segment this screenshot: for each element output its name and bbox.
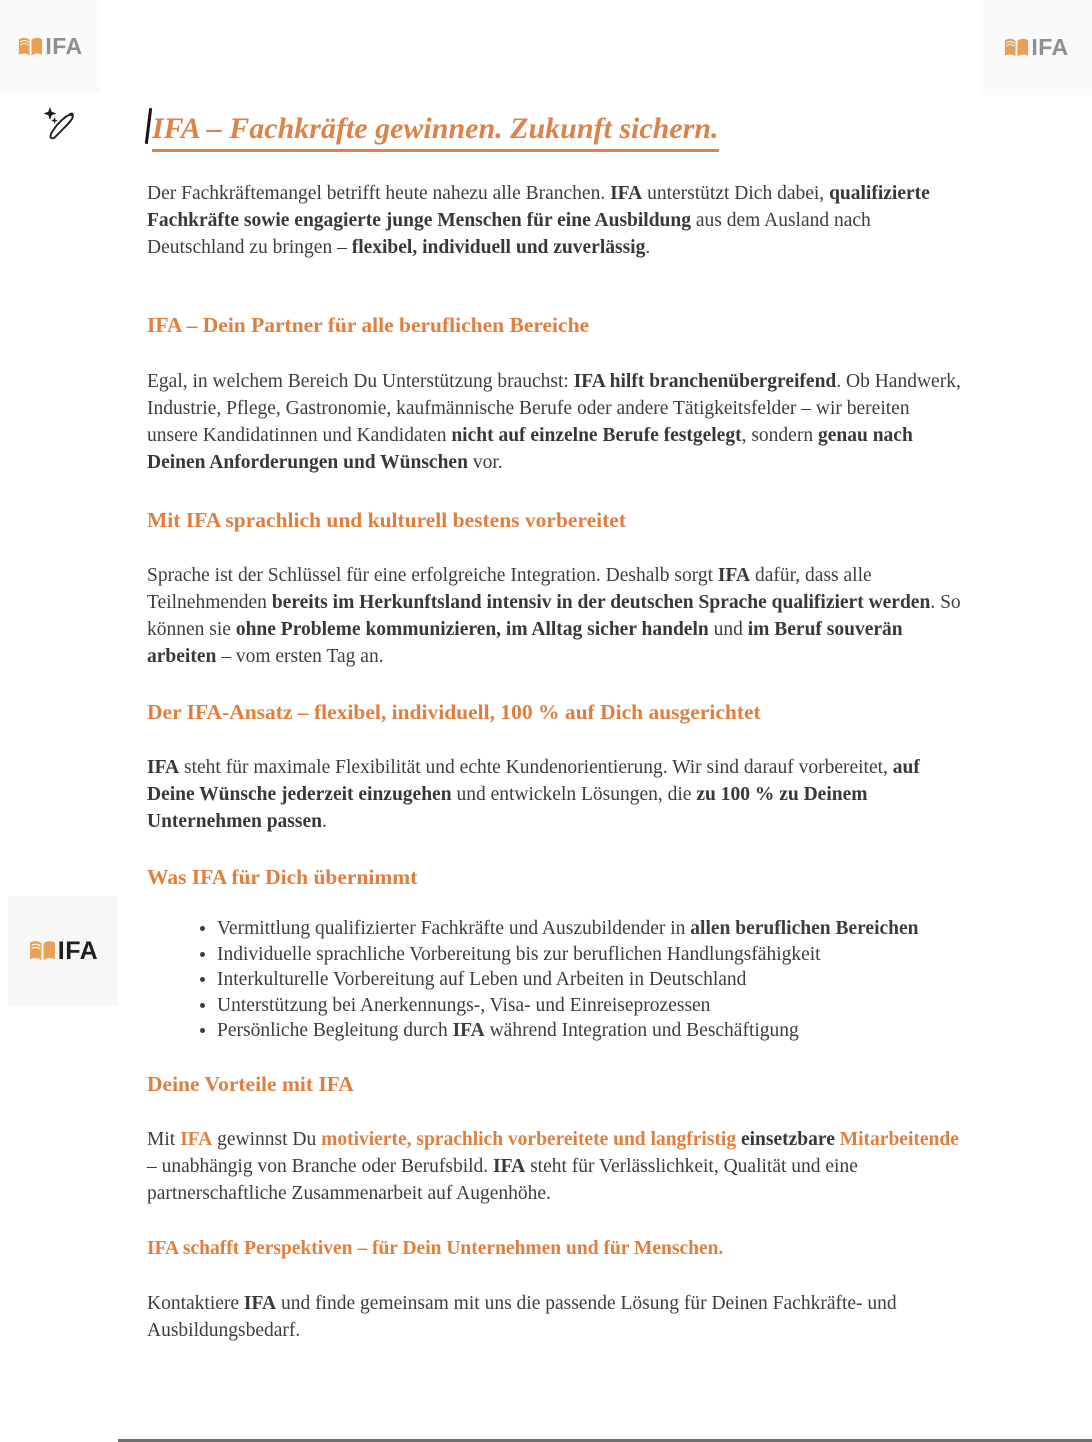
- section-heading-uebernimmt: Was IFA für Dich übernimmt: [147, 865, 418, 889]
- brand-name: IFA: [1031, 34, 1069, 60]
- section-paragraph-partner: Egal, in welchem Bereich Du Unterstützung brauchst: IFA hilft branchenübergreifend. Ob Handwerk, Industrie, Pflege, Gastronomie, kaufmännische Berufe oder andere Tätigkeitsfelder – wir bereiten unsere Kandidatinnen und Kandidaten nicht auf einzelne Berufe festgelegt, sondern genau nach Deinen Anforderungen und Wünschen vor.: [147, 371, 961, 473]
- intro-paragraph: Der Fachkräftemangel betrifft heute nahezu alle Branchen. IFA unterstützt Dich dabei, qualifizierte Fachkräfte sowie engagierte junge Menschen für eine Ausbildung aus dem Ausland nach Deutschland zu bringen – flexibel, individuell und zuverlässig.: [147, 183, 930, 258]
- services-bullet-list: [147, 916, 965, 1044]
- section-heading-ansatz: Der IFA-Ansatz – flexibel, individuell, 100 % auf Dich ausgerichtet: [147, 700, 761, 724]
- brand-name: IFA: [57, 936, 99, 965]
- section-paragraph-ansatz: IFA steht für maximale Flexibilität und echte Kundenorientierung. Wir sind darauf vorbereitet, auf Deine Wünsche jederzeit einzugehen und entwickeln Lösungen, die zu 100 % zu Deinem Unternehmen passen.: [147, 757, 920, 832]
- open-book-icon: [17, 35, 44, 59]
- list-item: • Interkulturelle Vorbereitung auf Leben und Arbeiten in Deutschland: [217, 967, 965, 993]
- page-title: [147, 108, 965, 147]
- header-logo-top-right: [980, 0, 1092, 95]
- brand-name: IFA: [45, 33, 83, 59]
- list-item: • Persönliche Begleitung durch IFA während Integration und Beschäftigung: [217, 1018, 965, 1044]
- list-item: • Individuelle sprachliche Vorbereitung bis zur beruflichen Handlungsfähigkeit: [217, 942, 965, 968]
- sidebar-logo-middle-left: [8, 896, 118, 1006]
- header-logo-top-left: [0, 0, 100, 93]
- open-book-icon: [1003, 36, 1030, 60]
- section-heading-partner: IFA – Dein Partner für alle beruflichen Bereiche: [147, 313, 590, 337]
- list-item: • Unterstützung bei Anerkennungs-, Visa- und Einreiseprozessen: [217, 993, 965, 1019]
- ai-edit-pen-icon[interactable]: [41, 104, 77, 142]
- list-item: • Vermittlung qualifizierter Fachkräfte und Auszubildender in allen beruflichen Bereichen: [217, 916, 965, 942]
- section-paragraph-kontakt: Kontaktiere IFA und finde gemeinsam mit uns die passende Lösung für Deinen Fachkräfte- und Ausbildungsbedarf.: [147, 1292, 897, 1341]
- section-heading-vorteile: Deine Vorteile mit IFA: [147, 1071, 354, 1096]
- document-content: [147, 108, 965, 1344]
- page-title-text: IFA – Fachkräfte gewinnen. Zukunft sichern.: [152, 112, 719, 152]
- open-book-icon: [28, 938, 57, 964]
- section-heading-perspektiven: IFA schafft Perspektiven – für Dein Unternehmen und für Menschen.: [147, 1237, 724, 1259]
- section-heading-sprachlich: Mit IFA sprachlich und kulturell bestens vorbereitet: [147, 508, 626, 532]
- section-paragraph-sprachlich: Sprache ist der Schlüssel für eine erfolgreiche Integration. Deshalb sorgt IFA dafür, dass alle Teilnehmenden bereits im Herkunftsland intensiv in der deutschen Sprache qualifiziert werden. So können sie ohne Probleme kommunizieren, im Alltag sicher handeln und im Beruf souverän arbeiten – vom ersten Tag an.: [147, 565, 961, 667]
- section-paragraph-vorteile: Mit IFA gewinnst Du motivierte, sprachlich vorbereitete und langfristig einsetzbare Mitarbeitende – unabhängig von Branche oder Berufsbild. IFA steht für Verlässlichkeit, Qualität und eine partnerschaftliche Zusammenarbeit auf Augenhöhe.: [147, 1128, 959, 1204]
